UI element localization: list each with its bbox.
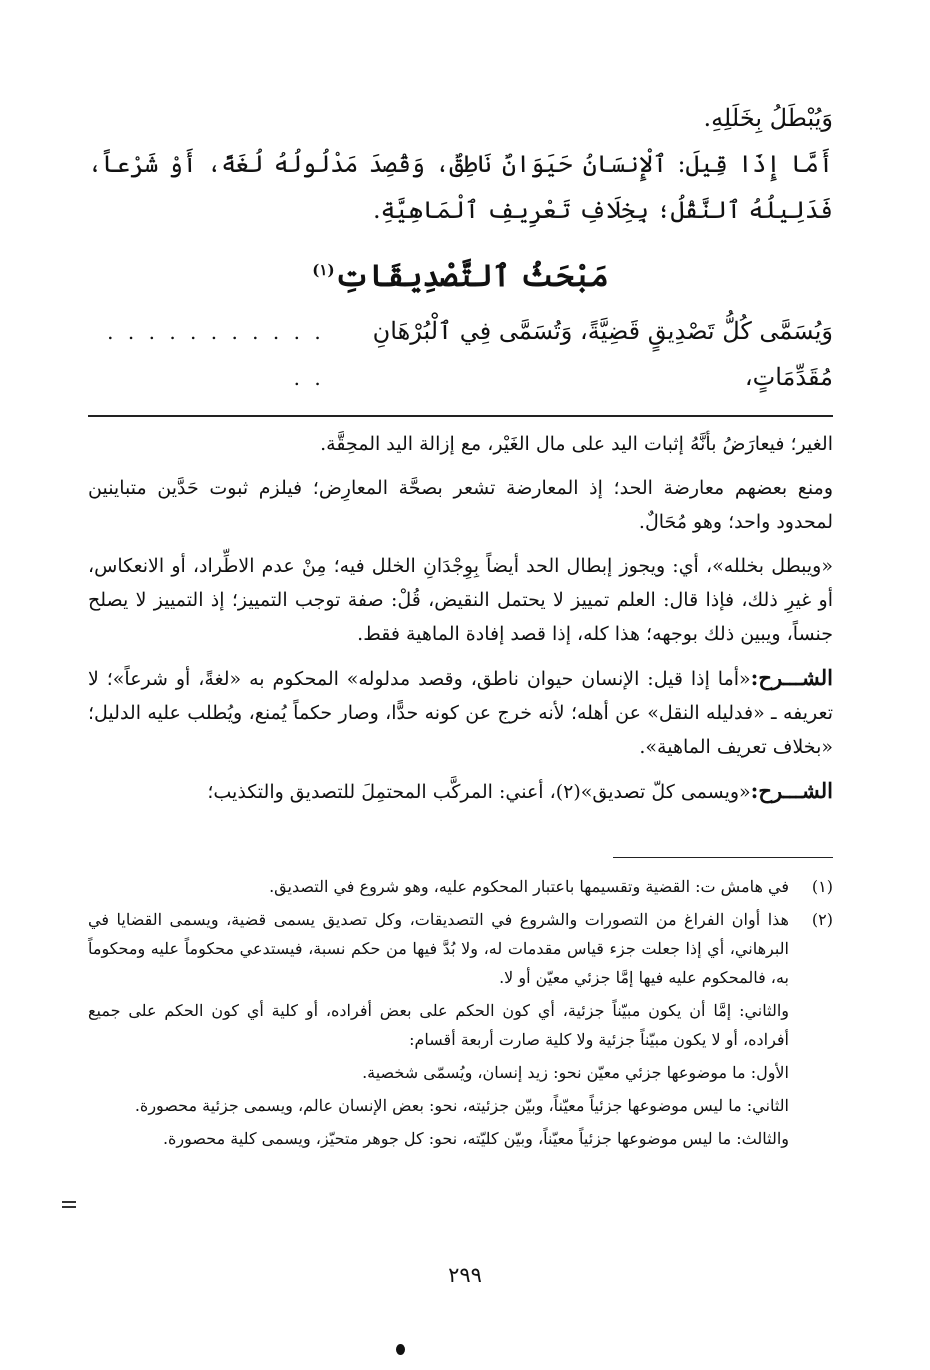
margin-mark [62, 1201, 76, 1211]
sharh-paragraph-5-text: «ويسمى كلّ تصديق»(٢)، أعني: المركَّب المحتمِلَ للتصديق والتكذيب؛ [207, 781, 751, 803]
dotted-leader: . . . . . . . . . . . . . [107, 320, 325, 390]
sharh-label: الشـــرح: [750, 665, 833, 690]
footnote-2 [88, 905, 833, 1157]
section-heading [88, 247, 833, 300]
footnote-text: هذا أوان الفراغ من التصورات والشروع في التصديقات، وكل تصديق يسمى قضية، ويسمى القضايا في البرهاني، أي إذا جعلت جزء قياس مقدمات له، ولا بُدَّ فيها من حكم نسبة، فيستدعي محكوماً عليه ومحكوماً به، فالمحكوم عليه فيها إمَّا جزئي معيّن أو لا. [88, 910, 789, 987]
footnote-1 [88, 872, 833, 905]
page-body [88, 95, 833, 1157]
sharh-paragraph-3: «ويبطل بخلله»، أي: ويجوز إبطال الحد أيضاً بِوِجْدَانِ الخلل فيه؛ مِنْ عدم الاطِّراد، أو الانعكاس، أو غيرِ ذلك، فإذا قال: العلم تمييز لا يحتمل النقيض، قُلْ: صفة توجب التمييز؛ إذ التمييز لا يصلح جنساً، ويبين ذلك بوجهه؛ هذا كله، إذا قصد إفادة الماهية فقط. [88, 555, 833, 645]
sharh-paragraph-2: ومنع بعضهم معارضة الحد؛ إذ المعارضة تشعر بصحَّة المعارِض؛ فيلزم ثبوت حَدَّين متباينين لمحدود واحد؛ وهو مُحَالٌ. [88, 477, 833, 533]
footnote-text: والثاني: إمَّا أن يكون مبيّناً جزئية، أي كون الحكم على بعض أفراده، أو كلية أي كون الحكم على جميع أفراده، أو لا يكون مبيّناً جزئية ولا كلية صارت أربعة أقسام: [88, 1001, 790, 1049]
sharh-paragraph-1: الغير؛ فيعارَضُ بأنَّهُ إثبات اليد على مال الغَيْر، مع إزالة اليد المحِقَّة. [320, 433, 833, 455]
sharh-paragraph-5 [88, 774, 833, 809]
sharh-paragraph-4-text: «أما إذا قيل: الإنسان حيوان ناطق، وقصد مدلوله» المحكوم به «لغةً، أو شرعاً»؛ لا تعريفه ـ «فدليله النقل» عن أهله؛ لأنه خرج عن كونه حدًّا، وصار حكماً يُمنع، ويُطلب عليه الدليل؛ «بخلاف تعريف الماهية». [88, 668, 833, 758]
matn-last-line [88, 308, 833, 401]
footnote-text: الأول: ما موضوعها جزئي معيّن نحو: زيد إنسان، ويُسمّى شخصية. [362, 1063, 789, 1082]
matn-line-1: وَيُبْطَلُ بِخَلَلِهِ. [703, 104, 833, 132]
matn-paragraph-2: أَمَّا إِذَا قِيلَ: ٱلْإِنسَانُ حَيَوَانٌ نَاطِقٌ، وَقُصِدَ مَدْلُولُهُ لُغَةً، أَوْ شَرْعاً، فَدَلِيلُهُ ٱلنَّقْلُ؛ بِخِلَافِ تَعْرِيفِ ٱلْمَاهِيَّةِ. [88, 150, 833, 224]
footnote-number: (١) [811, 877, 833, 896]
matn-last-line-text: وَيُسَمَّى كُلُّ تَصْدِيقٍ قَضِيَّةً، وَتُسَمَّى فِي ٱلْبُرْهَانِ مُقَدِّمَاتٍ، [372, 317, 833, 391]
footnote-text: والثالث: ما ليس موضوعها جزئياً معيّناً، وبيّن كليّته، نحو: كل جوهر متحيّز، ويسمى كلية محصورة. [162, 1129, 789, 1148]
footnote-text: في هامش ت: القضية وتقسيمها باعتبار المحكوم عليه، وهو شروع في التصديق. [269, 877, 789, 896]
main-text [88, 95, 833, 401]
page-number: ٢٩٩ [448, 1263, 482, 1287]
matn-separator [88, 415, 833, 417]
section-heading-text: مَبْحَثُ ٱلتَّصْدِيقَاتِ [334, 259, 609, 294]
commentary [88, 427, 833, 809]
heading-footnote-ref: (١) [312, 261, 335, 279]
ink-dot [396, 1344, 405, 1355]
sharh-label: الشـــرح: [750, 778, 833, 803]
footnote-number: (٢) [811, 910, 833, 929]
footnote-separator [613, 857, 833, 858]
footnotes [88, 872, 833, 1157]
footnote-text: الثاني: ما ليس موضوعها جزئياً معيّناً، وبيّن جزئيته، نحو: بعض الإنسان عالم، ويسمى جزئية محصورة. [134, 1096, 789, 1115]
sharh-paragraph-4 [88, 661, 833, 764]
